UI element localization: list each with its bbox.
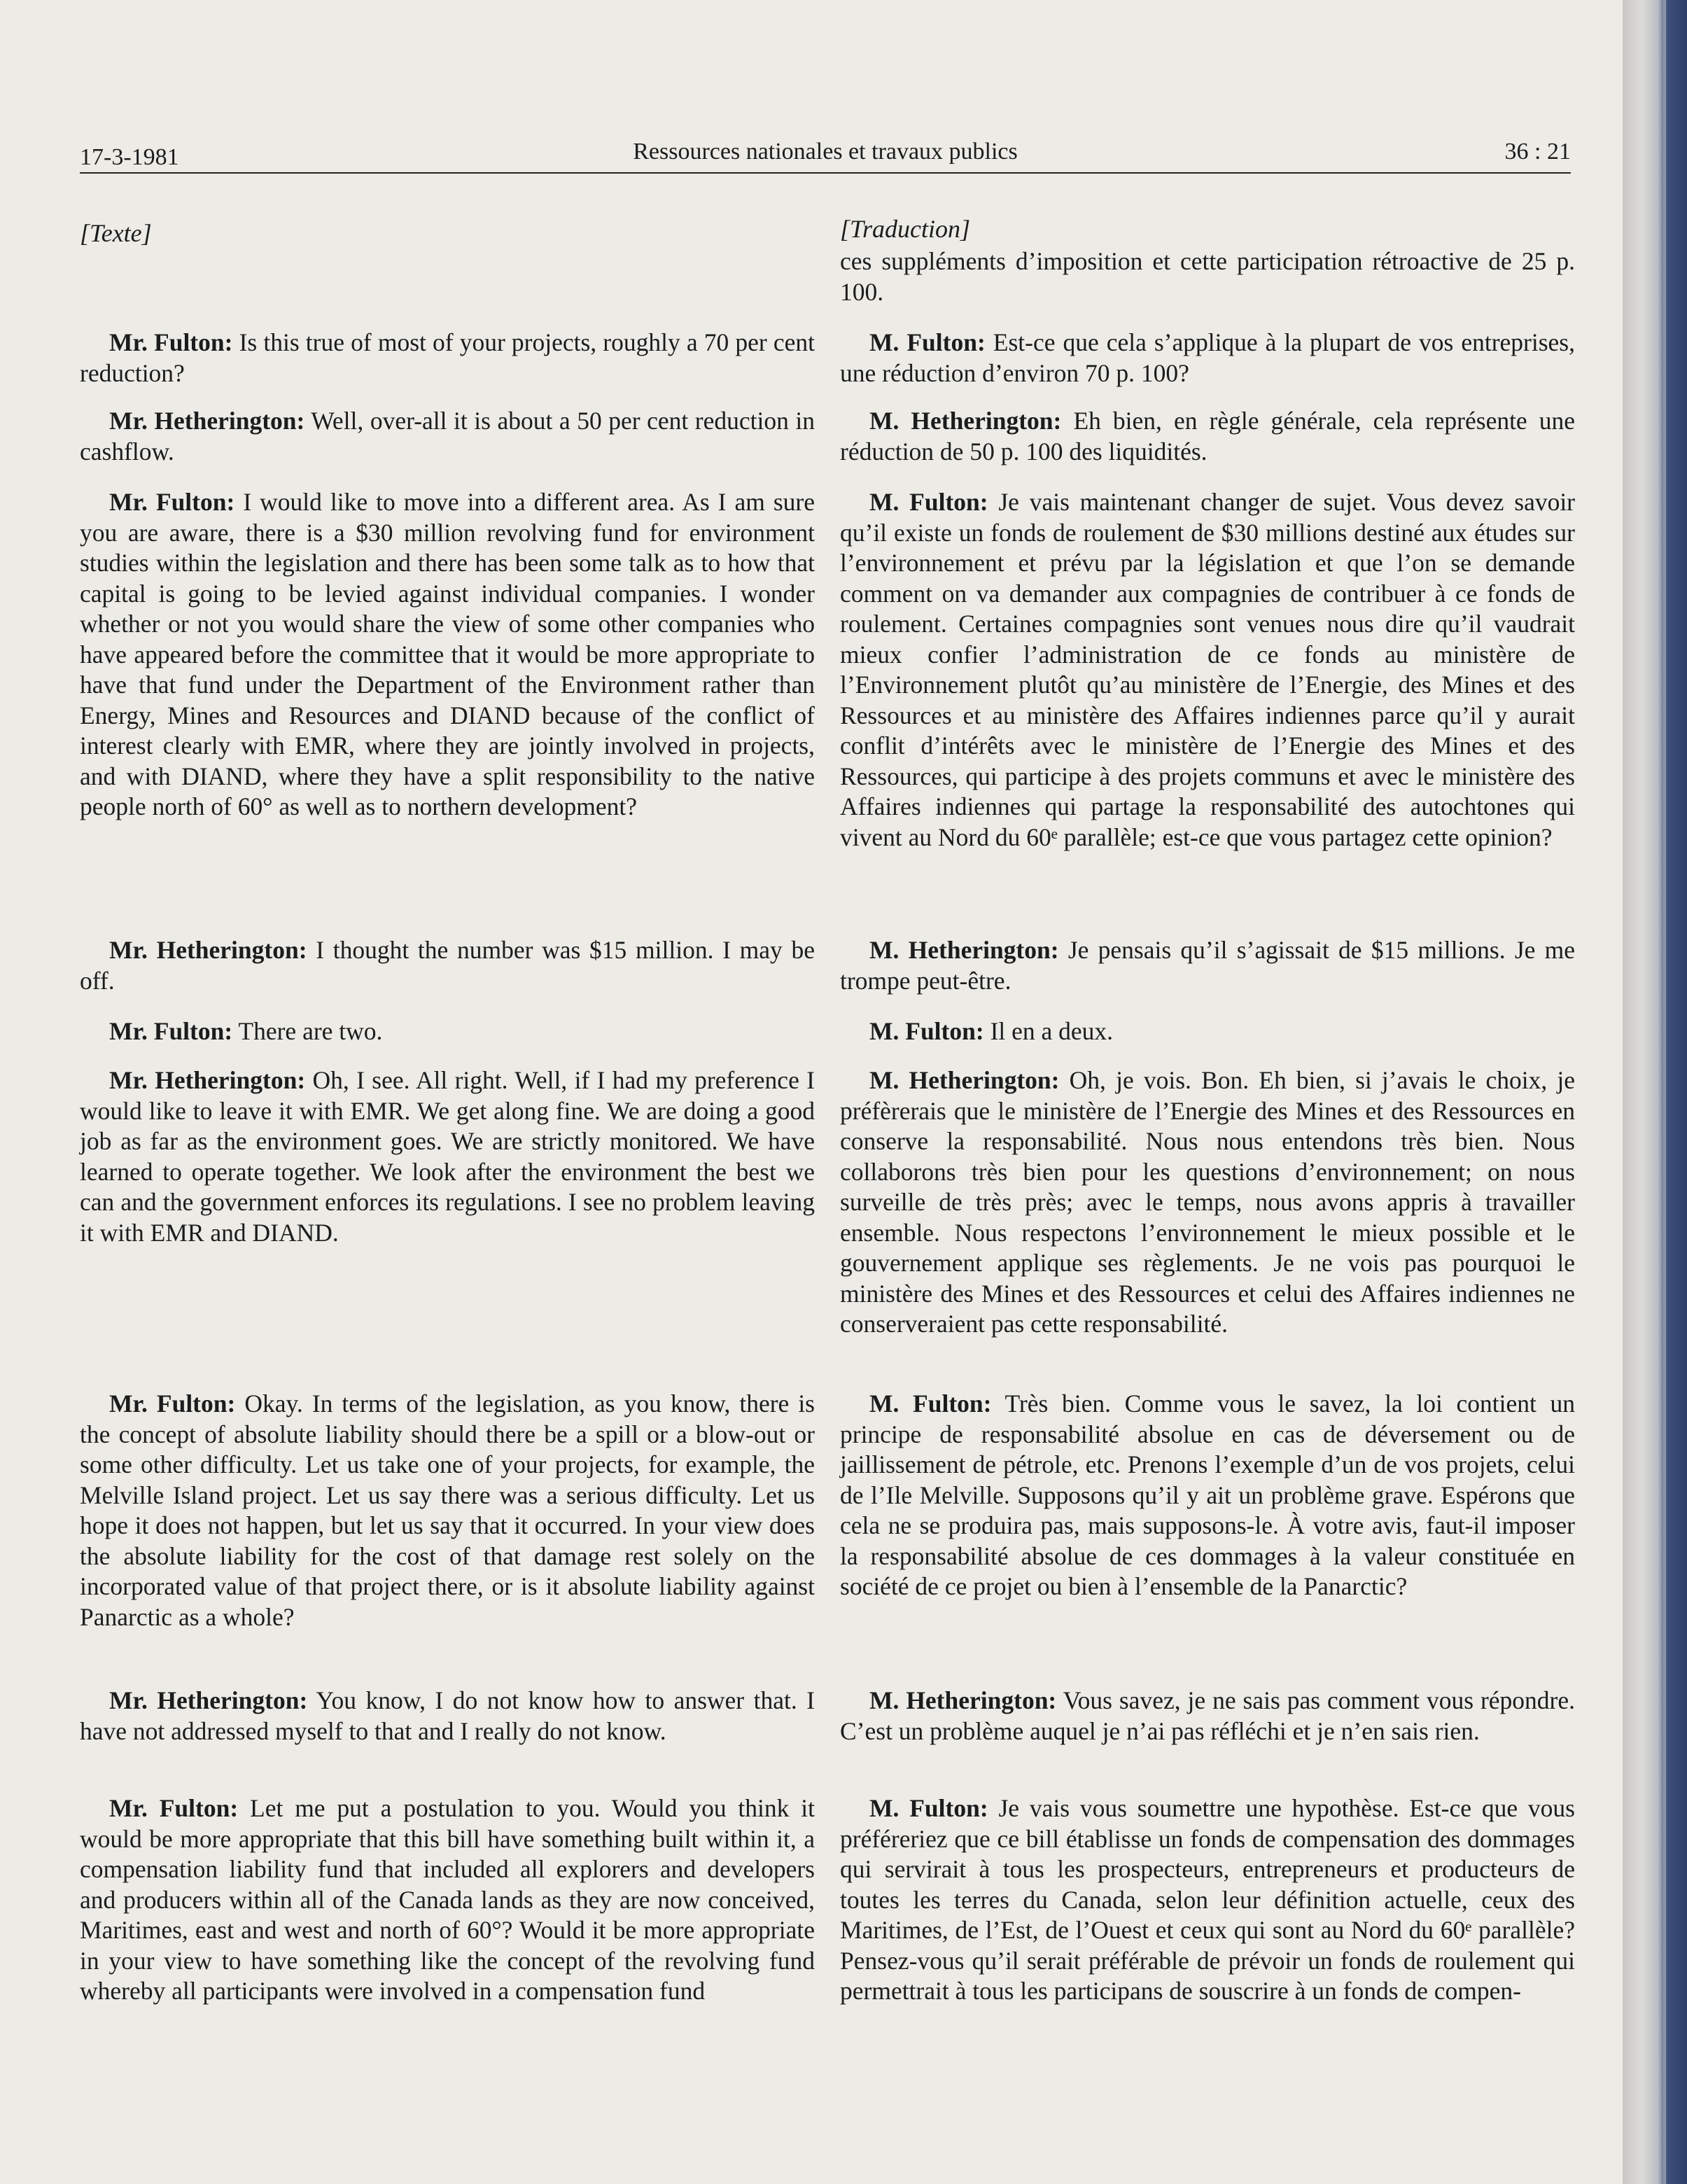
header-rule bbox=[80, 172, 1571, 174]
right-paragraph bbox=[840, 1389, 1575, 1602]
left-paragraph bbox=[80, 487, 815, 822]
left-paragraph bbox=[80, 406, 815, 467]
binding-stripe bbox=[1663, 0, 1666, 2184]
speaker-name: M. Hetherington: bbox=[869, 936, 1059, 964]
right-paragraph bbox=[840, 406, 1575, 467]
speech-text: Très bien. Comme vous le savez, la loi contient un principe de responsabilité absolue en cas de déversement ou de jaillissement de pétrole, etc. Prenons l’exemple d’un de vos projets, celui de l’Ile Melville. Supposons qu’il y ait un problème grave. Espérons que cela ne se produira pas, mais supposons-le. À votre avis, faut-il imposer la responsabilité absolue de ces dommages à la valeur constituée en société de ce projet ou bien à l’ensemble de la Panarctic? bbox=[840, 1390, 1575, 1600]
speech-text: Well, over-all it is about a 50 per cent reduction in cashflow. bbox=[80, 407, 815, 465]
left-paragraph bbox=[80, 935, 815, 996]
speech-text: Je vais vous soumettre une hypothèse. Est-ce que vous préféreriez que ce bill établisse un fonds de compensation des dommages qui servirait à tous les prospecteurs, entrepreneurs et producteurs de toutes les terres du Canada, selon leur définition actuelle, ceux des Maritimes, de l’Est, de l’Ouest et ceux qui sont au Nord du 60ᵉ parallèle? Pensez-vous qu’il serait préférable de prévoir un fonds de roulement qui permettrait à tous les participans de souscrire à un fonds de compen- bbox=[840, 1794, 1575, 2005]
speech-text: Oh, I see. All right. Well, if I had my preference I would like to leave it with EMR. We get along fine. We are doing a good job as far as the environment goes. We are strictly monitored. We have learned to operate together. We look after the environment the best we can and the government enforces its regulations. I see no problem leaving it with EMR and DIAND. bbox=[80, 1066, 815, 1247]
speech-text: Est-ce que cela s’applique à la plupart de vos entreprises, une réduction d’environ 70 p. 100? bbox=[840, 328, 1575, 387]
header-title: Ressources nationales et travaux publics bbox=[633, 139, 1018, 164]
left-column-tag: [Texte] bbox=[80, 219, 152, 247]
speaker-name: Mr. Fulton: bbox=[109, 1390, 236, 1418]
speaker-name: M. Hetherington: bbox=[869, 1686, 1057, 1714]
right-paragraph bbox=[840, 1016, 1575, 1047]
speaker-name: M. Fulton: bbox=[869, 1017, 984, 1045]
header-page-number: 36 : 21 bbox=[1504, 139, 1571, 164]
left-paragraph bbox=[80, 1686, 815, 1746]
left-paragraph bbox=[80, 1793, 815, 2007]
speech-text: You know, I do not know how to answer that. I have not addressed myself to that and I really do not know. bbox=[80, 1686, 815, 1745]
left-paragraph bbox=[80, 1065, 815, 1248]
right-paragraph bbox=[840, 935, 1575, 996]
speaker-name: M. Hetherington: bbox=[869, 407, 1062, 435]
speaker-name: Mr. Hetherington: bbox=[109, 936, 307, 964]
speaker-name: Mr. Hetherington: bbox=[109, 407, 305, 435]
speaker-name: Mr. Fulton: bbox=[109, 488, 235, 516]
speech-text: Oh, je vois. Bon. Eh bien, si j’avais le choix, je préfèrerais que le ministère de l’Energie des Mines et des Ressources en conserve la responsabilité. Nous nous entendons très bien. Nous collaborons très bien pour les questions d’environnement; on nous surveille de très près; avec le temps, nous avons appris à travailler ensemble. Nous respectons l’environnement le mieux possible et le gouvernement applique ses règlements. Je ne vois pas pourquoi le ministère des Mines et des Ressources et celui des Affaires indiennes ne conserveraient pas cette responsabilité. bbox=[840, 1066, 1576, 1338]
speaker-name: M. Fulton: bbox=[869, 328, 986, 356]
speech-text: I would like to move into a different area. As I am sure you are aware, there is a $30 million revolving fund for environment studies within the legislation and there has been some talk as to how that capital is going to be levied against individual companies. I wonder whether or not you would share the view of some other companies who have appeared before the committee that it would be more appropriate to have that fund under the Department of the Environment rather than Energy, Mines and Resources and DIAND because of the conflict of interest clearly with EMR, where they are jointly involved in projects, and with DIAND, where they have a split responsibility to the native people north of 60° as well as to northern development? bbox=[80, 488, 815, 820]
left-paragraph bbox=[80, 328, 815, 388]
left-paragraph bbox=[80, 1016, 815, 1047]
speech-text: Eh bien, en règle générale, cela représente une réduction de 50 p. 100 des liquidités. bbox=[840, 407, 1575, 465]
speaker-name: Mr. Fulton: bbox=[109, 328, 233, 356]
speech-text: I thought the number was $15 million. I may be off. bbox=[80, 936, 815, 995]
right-paragraph bbox=[840, 1686, 1575, 1746]
speaker-name: Mr. Fulton: bbox=[109, 1017, 233, 1045]
header-date: 17-3-1981 bbox=[80, 144, 179, 170]
speech-text: Vous savez, je ne sais pas comment vous répondre. C’est un problème auquel je n’ai pas réfléchi et je n’en sais rien. bbox=[840, 1686, 1576, 1745]
speech-text: Je vais maintenant changer de sujet. Vous devez savoir qu’il existe un fonds de roulement de $30 millions destiné aux études sur l’environnement et prévu par la législation et que l’on se demande comment on va demander aux compagnies de contribuer à ce fonds de roulement. Certaines compagnies sont venues nous dire qu’il vaudrait mieux confier l’administration de ce fonds au ministère de l’Environnement plutôt qu’au ministère de l’Energie, des Mines et des Ressources et au ministère des Affaires indiennes parce qu’il y aurait conflit d’intérêts avec le ministère de l’Energie des Mines et des Ressources, qui participe à des projets communs et avec le ministère des Affaires indiennes qui partage la responsabilité des autochtones qui vivent au Nord du 60ᵉ parallèle; est-ce que vous partagez cette opinion? bbox=[840, 488, 1576, 851]
right-paragraph bbox=[840, 1065, 1575, 1340]
speech-text: Let me put a postulation to you. Would you think it would be more appropriate that this bill have something built within it, a compensation liability fund that included all explorers and developers and producers within all of the Canada lands as they are now conceived, Maritimes, east and west and north of 60°? Would it be more appropriate in your view to have something like the concept of the revolving fund whereby all participants were involved in a compensation fund bbox=[80, 1794, 815, 2005]
speech-text: Il en a deux. bbox=[990, 1017, 1114, 1045]
speaker-name: Mr. Fulton: bbox=[109, 1794, 239, 1822]
right-paragraph bbox=[840, 1793, 1575, 2007]
speech-text: Okay. In terms of the legislation, as you know, there is the concept of absolute liability should there be a spill or a blow-out or some other difficulty. Let us take one of your projects, for example, the Melville Island project. Let us say there was a serious difficulty. Let us hope it does not happen, but let us say that it occurred. In your view does the absolute liability for the cost of that damage rest solely on the incorporated value of that project there, or is it absolute liability against Panarctic as a whole? bbox=[80, 1390, 815, 1631]
right-continuation: ces suppléments d’imposition et cette participation rétroactive de 25 p. 100. bbox=[840, 247, 1575, 306]
speech-text: Is this true of most of your projects, roughly a 70 per cent reduction? bbox=[80, 328, 816, 387]
left-paragraph bbox=[80, 1389, 815, 1632]
speech-text: There are two. bbox=[238, 1017, 383, 1045]
speaker-name: M. Fulton: bbox=[869, 488, 988, 516]
speaker-name: M. Hetherington: bbox=[869, 1066, 1060, 1094]
speaker-name: M. Fulton: bbox=[869, 1390, 992, 1418]
right-column-tag: [Traduction] bbox=[840, 215, 971, 243]
right-paragraph bbox=[840, 487, 1575, 853]
speaker-name: M. Fulton: bbox=[869, 1794, 988, 1822]
book-binding-edge bbox=[1623, 0, 1687, 2184]
speaker-name: Mr. Hetherington: bbox=[109, 1066, 306, 1094]
running-header bbox=[80, 139, 1571, 175]
right-paragraph bbox=[840, 328, 1575, 388]
speaker-name: Mr. Hetherington: bbox=[109, 1686, 308, 1714]
speech-text: Je pensais qu’il s’agissait de $15 millions. Je me trompe peut-être. bbox=[840, 936, 1576, 995]
